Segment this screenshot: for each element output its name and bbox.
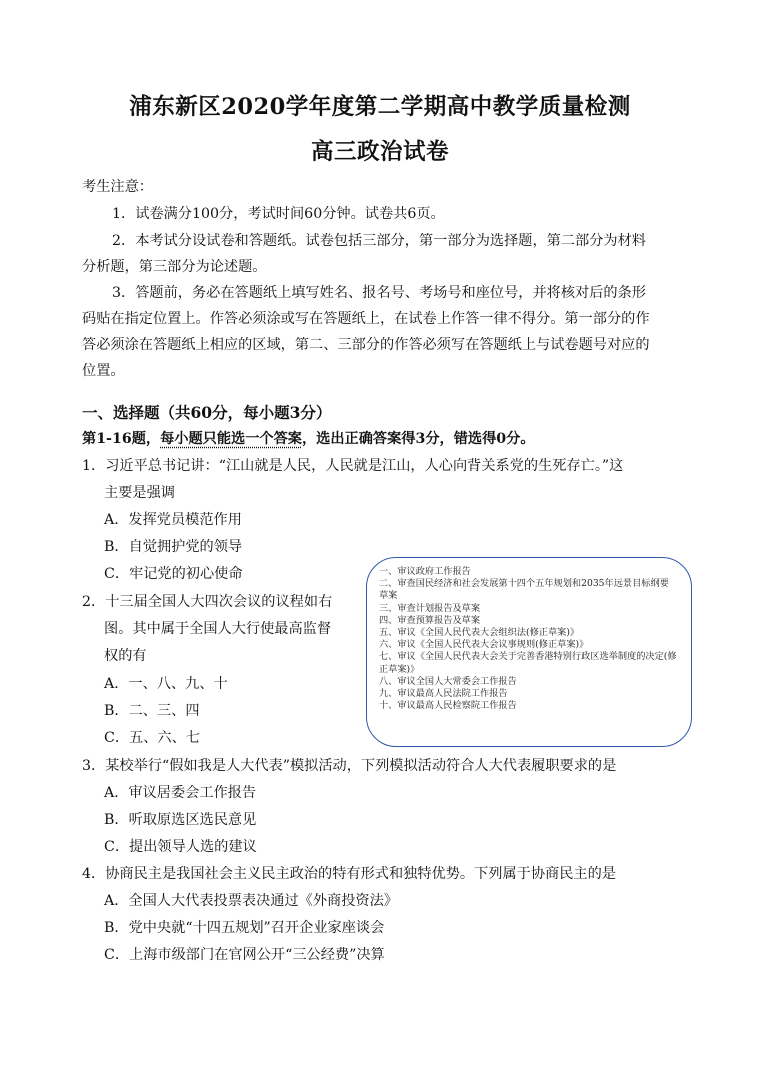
exam-subtitle: 高三政治试卷 (310, 139, 449, 165)
question-2-stem: 2．十三届全国人大四次会议的议程如右 (82, 594, 333, 610)
question-1-stem: 1．习近平总书记讲：“江山就是人民，人民就是江山，人心向背关系党的生死存亡。”这 (82, 458, 624, 474)
section-title: 一、选择题（共60分，每小题3分） (82, 403, 332, 422)
instruction-post: ，选出正确答案得3分，错选得0分。 (301, 431, 535, 447)
instruction-pre: 第1-16题， (82, 431, 161, 447)
question-4-stem: 4．协商民主是我国社会主义民主政治的特有形式和独特优势。下列属于协商民主的是 (82, 866, 616, 882)
notice-line: 2．本考试分设试卷和答题纸。试卷包括三部分，第一部分为选择题，第二部分为材料 (112, 233, 646, 249)
question-4-option-a: A．全国人大代表投票表决通过《外商投资法》 (104, 893, 398, 909)
notice-line: 3．答题前，务必在答题纸上填写姓名、报名号、考场号和座位号，并将核对后的条形 (112, 285, 646, 301)
notice-line: 答必须涂在答题纸上相应的区域，第二、三部分的作答必须写在答题纸上与试卷题号对应的 (82, 337, 650, 353)
question-4-option-c: C．上海市级部门在官网公开“三公经费”决算 (104, 947, 385, 963)
agenda-item: 八、审议全国人大常委会工作报告 (379, 675, 517, 687)
question-2-stem-cont: 图。其中属于全国人大行使最高监督 (104, 621, 332, 637)
question-2-stem-cont: 权的有 (104, 648, 147, 664)
notice-line: 位置。 (82, 363, 125, 379)
question-3-option-a: A．审议居委会工作报告 (104, 785, 257, 801)
question-3-option-c: C．提出领导人选的建议 (104, 839, 257, 855)
question-1-option-b: B．自觉拥护党的领导 (104, 539, 243, 555)
question-1-option-c: C．牢记党的初心使命 (104, 566, 243, 582)
agenda-item: 三、审查计划报告及草案 (379, 602, 481, 614)
agenda-item: 九、审议最高人民法院工作报告 (379, 688, 508, 700)
notice-line: 1．试卷满分100分，考试时间60分钟。试卷共6页。 (112, 206, 445, 222)
notice-line: 分析题，第三部分为论述题。 (82, 259, 267, 275)
question-1-option-a: A．发挥党员模范作用 (104, 512, 242, 528)
agenda-item: 四、审查预算报告及草案 (379, 614, 481, 626)
question-2-option-b: B．二、三、四 (104, 703, 200, 719)
agenda-item: 六、审议《全国人民代表大会议事规则(修正草案)》 (379, 639, 589, 651)
section-instruction (82, 428, 535, 448)
notice-line: 码贴在指定位置上。作答必须涂或写在答题纸上，在试卷上作答一律不得分。第一部分的作 (82, 311, 650, 327)
exam-title: 浦东新区2020学年度第二学期高中教学质量检测 (129, 94, 631, 120)
question-1-stem-cont: 主要是强调 (104, 485, 175, 501)
agenda-item: 五、审议《全国人民代表大会组织法(修正草案)》 (379, 627, 580, 639)
question-2-option-a: A．一、八、九、十 (104, 676, 228, 692)
agenda-item: 二、审查国民经济和社会发展第十四个五年规划和2035年远景目标纲要草案 (379, 578, 669, 602)
question-3-stem: 3．某校举行“假如我是人大代表”模拟活动，下列模拟活动符合人大代表履职要求的是 (82, 758, 617, 774)
agenda-item: 十、审议最高人民检察院工作报告 (379, 700, 517, 712)
question-2-option-c: C．五、六、七 (104, 730, 200, 746)
agenda-item: 一、审议政府工作报告 (379, 566, 471, 577)
agenda-item: 七、审议《全国人民代表大会关于完善香港特别行政区选举制度的决定(修正草案)》 (379, 651, 677, 675)
instruction-emphasis: 每小题只能选一个答案 (160, 431, 302, 447)
question-3-option-b: B．听取原选区选民意见 (104, 812, 257, 828)
notice-heading: 考生注意： (82, 179, 153, 195)
question-4-option-b: B．党中央就“十四五规划”召开企业家座谈会 (104, 920, 385, 936)
agenda-box (366, 557, 692, 747)
